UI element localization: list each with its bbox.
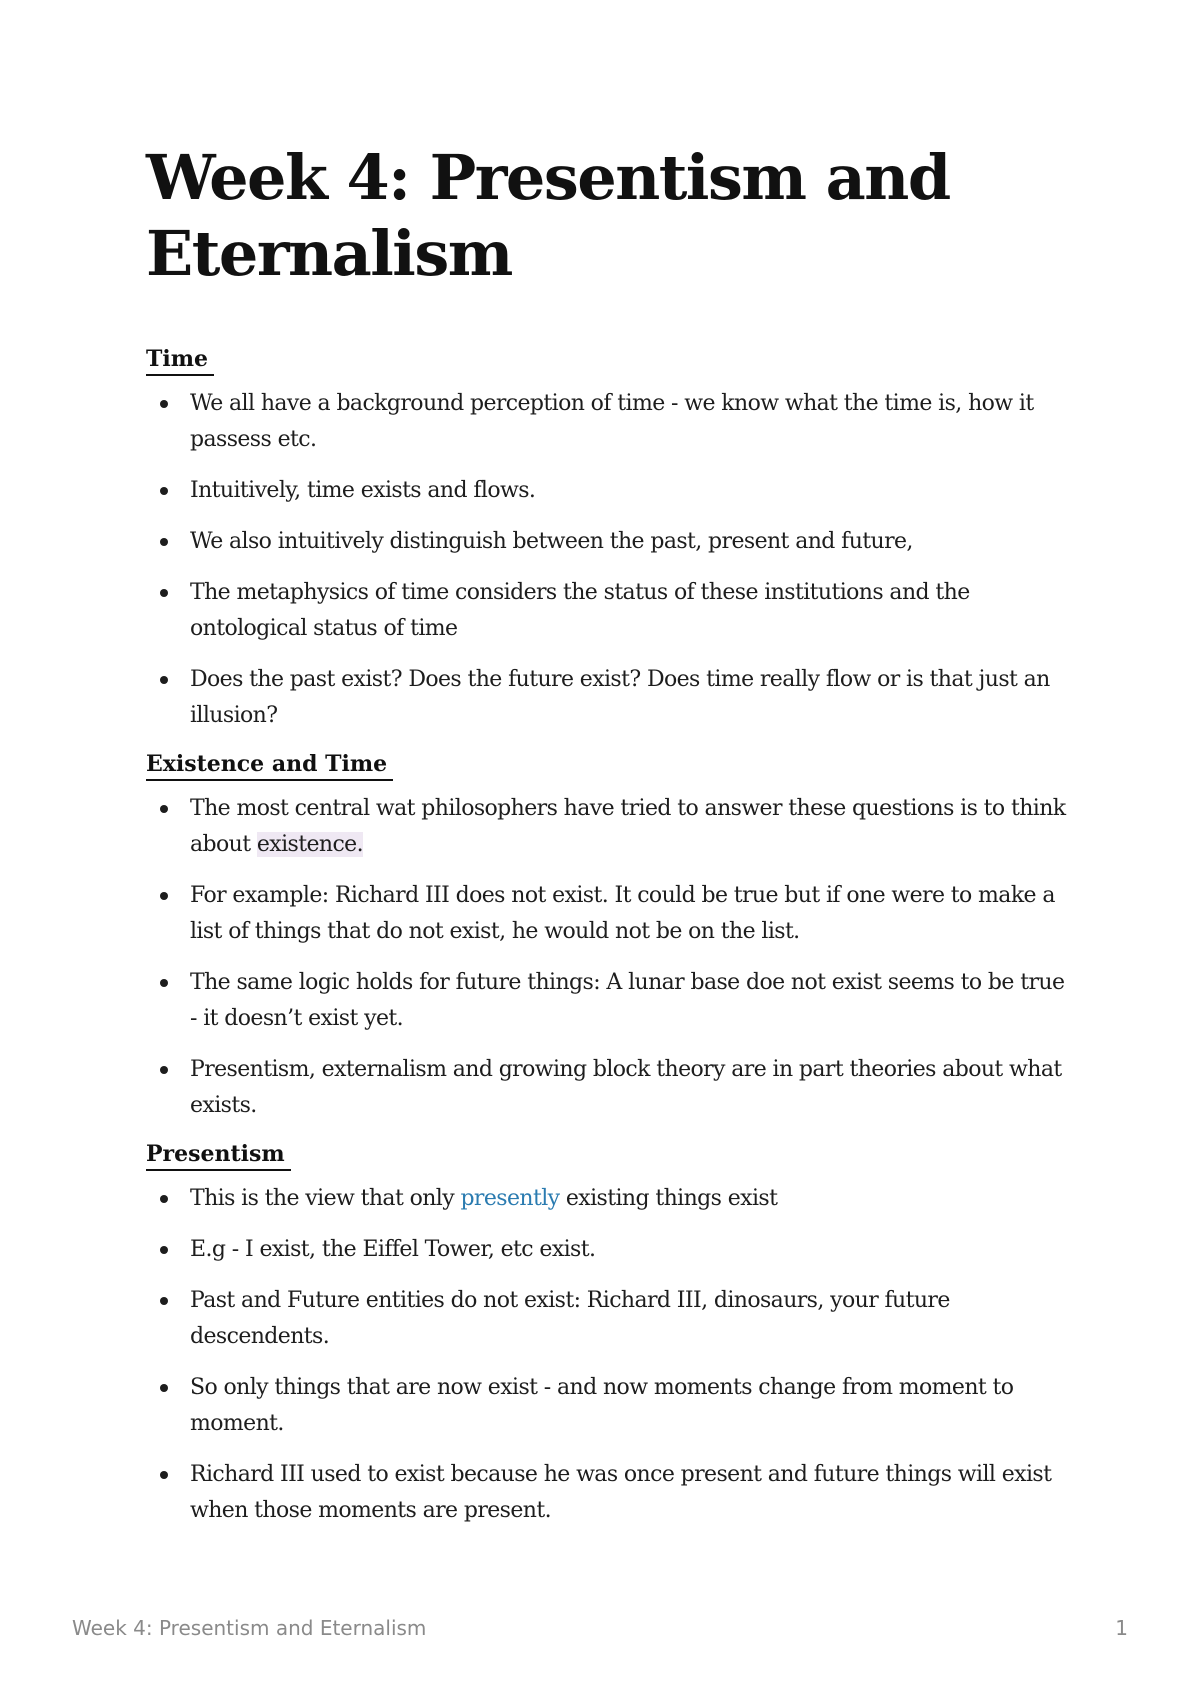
bullet-icon xyxy=(160,1246,168,1254)
list-item: Richard III used to exist because he was once present and future things will exist when those moments are present. xyxy=(146,1457,1076,1529)
bullet-list-existence xyxy=(146,791,1076,1124)
bullet-icon xyxy=(160,1066,168,1074)
list-item: For example: Richard III does not exist. It could be true but if one were to make a list of things that do not exist, he would not be on the list. xyxy=(146,878,1076,950)
list-item: The most central wat philosophers have tried to answer these questions is to think about existence. xyxy=(146,791,1076,863)
list-item: We also intuitively distinguish between the past, present and future, xyxy=(146,524,1076,560)
bullet-icon xyxy=(160,892,168,900)
presently-link[interactable]: presently xyxy=(460,1186,560,1211)
section-heading-existence-and-time: Existence and Time xyxy=(146,749,393,781)
bullet-icon xyxy=(160,805,168,813)
list-item: Intuitively, time exists and flows. xyxy=(146,473,1076,509)
highlighted-text: existence. xyxy=(256,832,363,857)
list-item: Does the past exist? Does the future exist? Does time really flow or is that just an illusion? xyxy=(146,662,1076,734)
bullet-icon xyxy=(160,1297,168,1305)
page-title: Week 4: Presentism and Eternalism xyxy=(146,141,950,290)
list-item: E.g - I exist, the Eiffel Tower, etc exist. xyxy=(146,1232,1076,1268)
bullet-icon xyxy=(160,1195,168,1203)
bullet-list-presentism xyxy=(146,1181,1076,1529)
list-item: The metaphysics of time considers the status of these institutions and the ontological status of time xyxy=(146,575,1076,647)
bullet-list-time xyxy=(146,386,1076,734)
bullet-icon xyxy=(160,1471,168,1479)
section-time xyxy=(146,344,1076,734)
footer-title: Week 4: Presentism and Eternalism xyxy=(72,1616,427,1640)
bullet-icon xyxy=(160,676,168,684)
page-number: 1 xyxy=(1115,1616,1128,1640)
bullet-icon xyxy=(160,589,168,597)
bullet-icon xyxy=(160,538,168,546)
bullet-icon xyxy=(160,979,168,987)
list-item: The same logic holds for future things: A lunar base doe not exist seems to be true - it doesn’t exist yet. xyxy=(146,965,1076,1037)
list-item: So only things that are now exist - and now moments change from moment to moment. xyxy=(146,1370,1076,1442)
document-body xyxy=(146,140,1076,1544)
section-presentism xyxy=(146,1139,1076,1529)
list-item: Presentism, externalism and growing block theory are in part theories about what exists. xyxy=(146,1052,1076,1124)
bullet-icon xyxy=(160,487,168,495)
section-heading-presentism: Presentism xyxy=(146,1139,291,1171)
section-existence-and-time xyxy=(146,749,1076,1124)
list-item: Past and Future entities do not exist: Richard III, dinosaurs, your future descendents. xyxy=(146,1283,1076,1355)
list-item: This is the view that only presently existing things exist xyxy=(146,1181,1076,1217)
page-footer xyxy=(72,1616,1128,1640)
section-heading-time: Time xyxy=(146,344,214,376)
list-item: We all have a background perception of time - we know what the time is, how it passess etc. xyxy=(146,386,1076,458)
bullet-icon xyxy=(160,1384,168,1392)
bullet-icon xyxy=(160,400,168,408)
